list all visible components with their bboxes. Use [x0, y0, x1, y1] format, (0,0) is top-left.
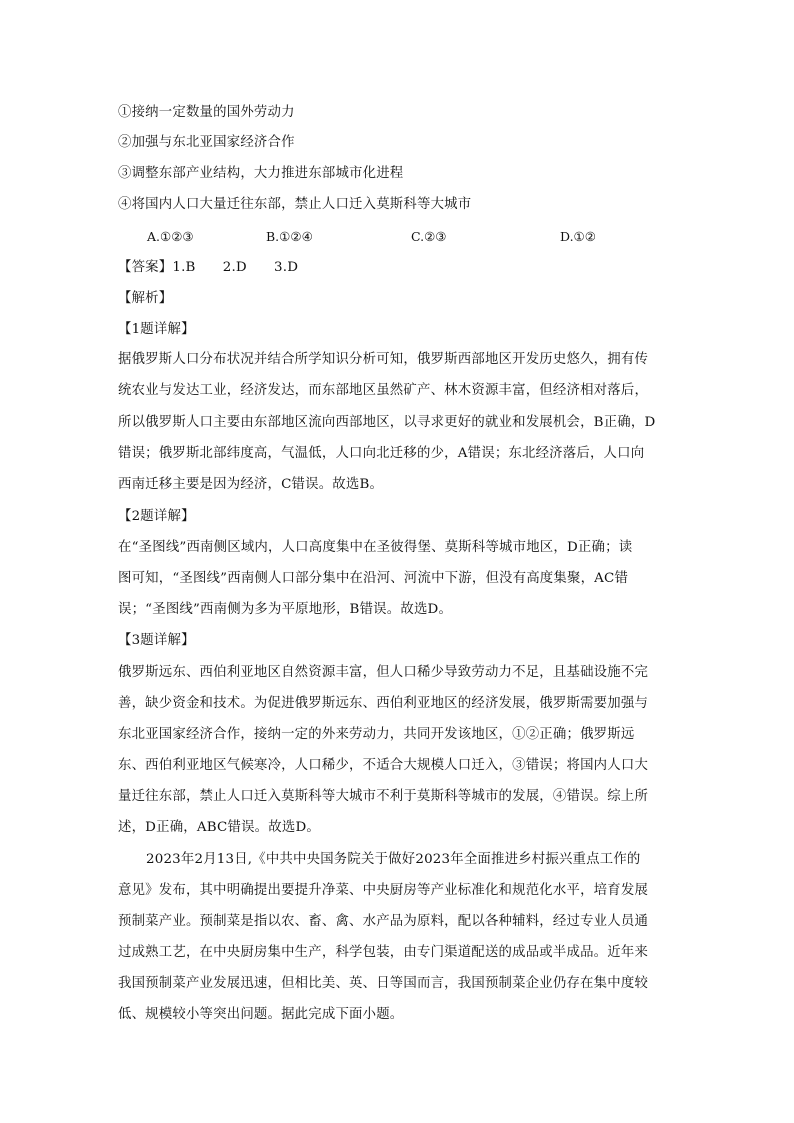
- answer-line: 【答案】1.B 2.D 3.D: [118, 260, 299, 275]
- q1-heading: 【1题详解】: [118, 322, 195, 337]
- q3-line: 量迁往东部，禁止人口迁入莫斯科等大城市不利于莫斯科等城市的发展，④错误。综上所: [118, 789, 649, 804]
- q2-line: 误；“圣图线”西南侧为多为平原地形，B错误。故选D。: [118, 602, 453, 617]
- q2-heading: 【2题详解】: [118, 509, 195, 524]
- q1-line: 错误；俄罗斯北部纬度高，气温低，人口向北迁移的少，A错误；东北经济落后，人口向: [118, 446, 645, 461]
- q1-line: 西南迁移主要是因为经济，C错误。故选B。: [118, 477, 384, 492]
- passage-line: 意见》发布，其中明确提出要提升净菜、中央厨房等产业标准化和规范化水平，培育发展: [118, 883, 649, 898]
- q1-line: 所以俄罗斯人口主要由东部地区流向西部地区，以寻求更好的就业和发展机会，B正确，D: [118, 415, 656, 430]
- statement-1: ①接纳一定数量的国外劳动力: [118, 105, 295, 120]
- q3-line: 述，D正确，ABC错误。故选D。: [118, 820, 320, 835]
- q2-line: 在“圣图线”西南侧区域内，人口高度集中在圣彼得堡、莫斯科等城市地区，D正确；读: [118, 540, 633, 555]
- option-c: C.②③: [411, 229, 447, 244]
- q3-line: 善，缺少资金和技术。为促进俄罗斯远东、西伯利亚地区的经济发展，俄罗斯需要加强与: [118, 696, 649, 711]
- option-b: B.①②④: [266, 229, 313, 244]
- q2-line: 图可知，“圣图线”西南侧人口部分集中在沿河、河流中下游，但没有高度集聚，AC错: [118, 571, 629, 586]
- option-d: D.①②: [560, 229, 596, 244]
- passage-line: 2023年2月13日,《中共中央国务院关于做好2023年全面推进乡村振兴重点工作的: [146, 852, 641, 867]
- q3-line: 俄罗斯远东、西伯利亚地区自然资源丰富，但人口稀少导致劳动力不足，且基础设施不完: [118, 665, 649, 680]
- passage-line: 预制菜产业。预制菜是指以农、畜、禽、水产品为原料，配以各种辅料，经过专业人员通: [118, 914, 649, 929]
- passage-line: 低、规模较小等突出问题。据此完成下面小题。: [118, 1007, 404, 1022]
- q3-line: 东、西伯利亚地区气候寒冷，人口稀少，不适合大规模人口迁入，③错误；将国内人口大: [118, 758, 649, 773]
- analysis-heading: 【解析】: [118, 291, 173, 306]
- statement-2: ②加强与东北亚国家经济合作: [118, 135, 295, 150]
- passage-line: 我国预制菜产业发展迅速，但相比美、英、日等国而言，我国预制菜企业仍存在集中度较: [118, 976, 649, 991]
- q1-line: 统农业与发达工业，经济发达，而东部地区虽然矿产、林木资源丰富，但经济相对落后，: [118, 383, 649, 398]
- q3-line: 东北亚国家经济合作，接纳一定的外来劳动力，共同开发该地区，①②正确；俄罗斯远: [118, 727, 635, 742]
- statement-3: ③调整东部产业结构，大力推进东部城市化进程: [118, 166, 404, 181]
- statement-4: ④将国内人口大量迁往东部，禁止人口迁入莫斯科等大城市: [118, 197, 472, 212]
- passage-line: 过成熟工艺，在中央厨房集中生产，科学包装，由专门渠道配送的成品或半成品。近年来: [118, 945, 649, 960]
- q3-heading: 【3题详解】: [118, 633, 195, 648]
- option-a: A.①②③: [147, 229, 194, 244]
- q1-line: 据俄罗斯人口分布状况并结合所学知识分析可知，俄罗斯西部地区开发历史悠久，拥有传: [118, 352, 649, 367]
